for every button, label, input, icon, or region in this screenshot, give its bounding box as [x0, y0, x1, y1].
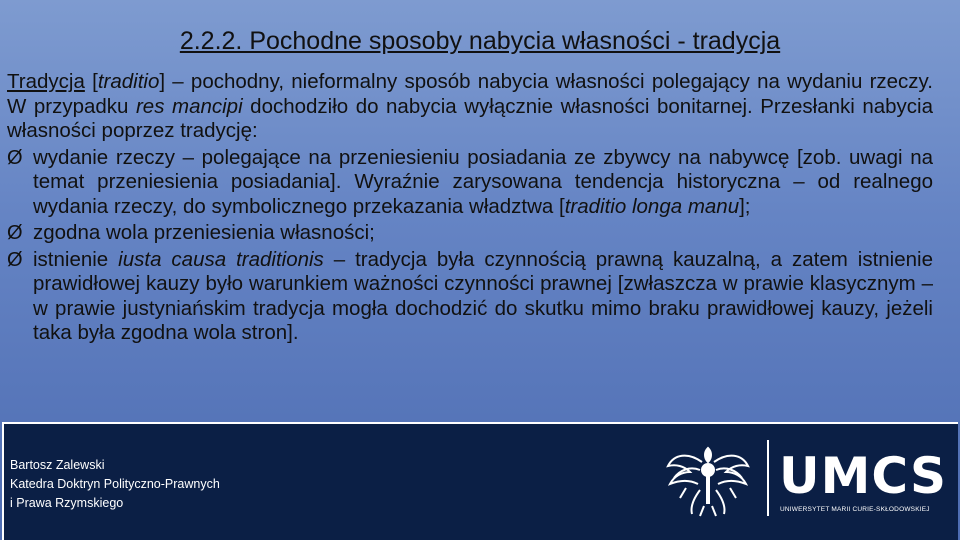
term-traditio: traditio: [97, 70, 160, 93]
logo-divider: [767, 440, 769, 516]
slide-body: [7, 70, 933, 422]
intro-text-1: [: [84, 70, 98, 93]
intro-text-2: ] – pochodny, nieformalny sposób nabycia własności polegający na wydaniu rzeczy. W przypadku: [7, 70, 933, 118]
logo-wordmark: UMCS: [779, 447, 947, 505]
bullet-text-italic: traditio longa manu: [564, 194, 740, 218]
author-block: [10, 456, 220, 513]
bullet-text-a: zgodna wola przeniesienia własności;: [33, 221, 375, 244]
intro-text-3: dochodziło do nabycia wyłącznie własności bonitarnej. Przesłanki nabycia własności poprzez tradycję:: [7, 94, 933, 142]
bullet-item: [7, 146, 933, 220]
department-line-2: i Prawa Rzymskiego: [10, 496, 124, 510]
footer-bar: [2, 422, 958, 540]
bullet-text-a: istnienie: [33, 247, 119, 271]
author-name: Bartosz Zalewski: [10, 458, 105, 472]
term-res-mancipi: res mancipi: [135, 94, 243, 118]
term-tradycja: Tradycja: [7, 70, 85, 93]
bullet-item: [7, 248, 933, 346]
bullet-text-b: ];: [739, 194, 751, 218]
bullet-text-italic: iusta causa traditionis: [118, 247, 324, 271]
arrow-bullet-icon: Ø: [7, 248, 23, 271]
arrow-bullet-icon: Ø: [7, 222, 23, 244]
intro-paragraph: [7, 70, 933, 144]
arrow-bullet-icon: Ø: [7, 146, 23, 169]
bullet-item: [7, 221, 933, 246]
umcs-logo: [660, 440, 950, 520]
eagle-emblem-icon: [660, 440, 756, 520]
department-line-1: Katedra Doktryn Polityczno-Prawnych: [10, 477, 220, 491]
logo-subtitle: UNIWERSYTET MARII CURIE-SKŁODOWSKIEJ: [780, 506, 930, 513]
slide-title: 2.2.2. Pochodne sposoby nabycia własności - tradycja: [179, 27, 781, 55]
bullet-text-b: – tradycja była czynnością prawną kauzalną, a zatem istnienie prawidłowej kauzy było warunkiem ważności czynności prawnej [zwłaszcza w prawie klasycznym – w prawie justyniańskim tradycja mogła dochodzić do skutku mimo braku prawidłowej kauzy, jeżeli taka była zgodna wola stron].: [33, 247, 933, 344]
bullet-text-a: wydanie rzeczy – polegające na przeniesieniu posiadania ze zbywcy na nabywcę [zob. uwagi na temat przeniesienia posiadania]. Wyraźnie zarysowana tendencja historyczna – od realnego wydania rzeczy, do symbolicznego przekazania władztwa [: [33, 145, 933, 218]
